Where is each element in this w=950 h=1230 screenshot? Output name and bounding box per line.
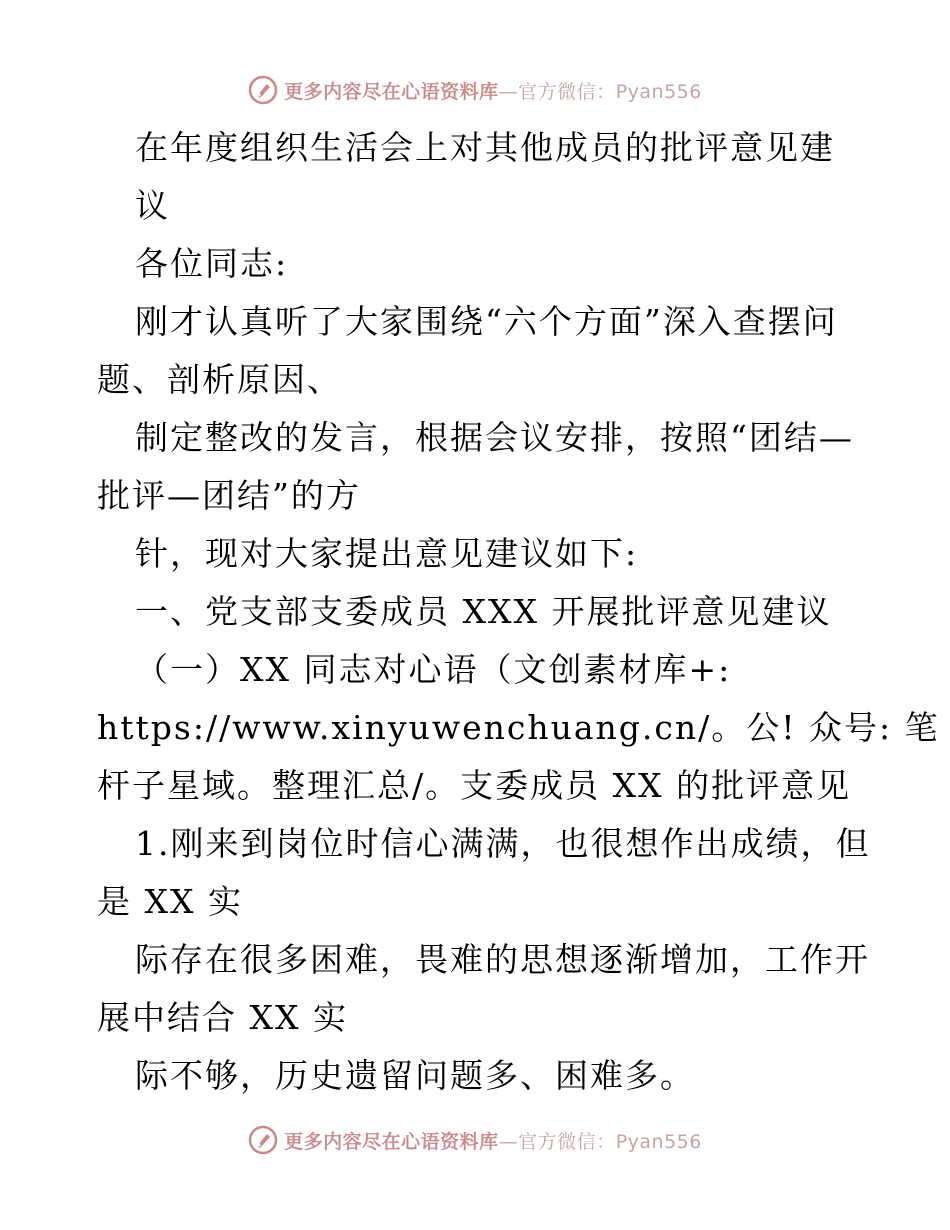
- pen-nib-logo-icon: [248, 1125, 278, 1155]
- header-site-text: 更多内容尽在心语资料库: [284, 80, 499, 103]
- doc-paragraph-line: https://www.xinyuwenchuang.cn/。公! 众号: 笔: [97, 708, 940, 747]
- doc-paragraph-line: 刚才认真听了大家围绕“六个方面”深入查摆问: [135, 302, 838, 341]
- doc-salutation: 各位同志:: [135, 244, 289, 283]
- doc-paragraph-line: 展中结合 XX 实: [97, 998, 348, 1037]
- doc-title-line-1: 在年度组织生活会上对其他成员的批评意见建: [135, 128, 835, 167]
- header-separator: —: [498, 80, 519, 103]
- footer-separator: —: [498, 1130, 519, 1153]
- doc-title-line-2: 议: [135, 186, 170, 225]
- doc-list-item: 1.刚来到岗位时信心满满，也很想作出成绩，但: [135, 824, 871, 863]
- doc-paragraph-line: 杆子星域。整理汇总/。支委成员 XX 的批评意见: [97, 766, 852, 805]
- doc-paragraph-line: 制定整改的发言，根据会议安排，按照“团结—: [135, 418, 854, 457]
- footer-banner: [0, 1120, 950, 1160]
- header-banner: [0, 70, 950, 110]
- header-wechat-id: Pyan556: [615, 80, 702, 103]
- header-banner-text: [284, 77, 702, 104]
- doc-paragraph-line: 题、剖析原因、: [97, 360, 342, 399]
- header-official-text: 官方微信：: [518, 80, 616, 103]
- footer-site-text: 更多内容尽在心语资料库: [284, 1130, 499, 1153]
- footer-official-text: 官方微信：: [518, 1130, 616, 1153]
- doc-paragraph-line: 际不够，历史遗留问题多、困难多。: [135, 1056, 695, 1095]
- footer-wechat-id: Pyan556: [615, 1130, 702, 1153]
- doc-paragraph-line: 际存在很多困难，畏难的思想逐渐增加，工作开: [135, 940, 870, 979]
- doc-paragraph-line: 是 XX 实: [97, 882, 243, 921]
- doc-paragraph-line: 批评—团结”的方: [97, 476, 361, 515]
- footer-banner-text: [284, 1127, 702, 1154]
- doc-section-heading: 一、党支部支委成员 XXX 开展批评意见建议: [135, 592, 832, 631]
- doc-paragraph-line: 针，现对大家提出意见建议如下:: [135, 534, 639, 573]
- pen-nib-logo-icon: [248, 75, 278, 105]
- doc-subsection-heading: （一）XX 同志对心语（文创素材库+:: [135, 650, 732, 689]
